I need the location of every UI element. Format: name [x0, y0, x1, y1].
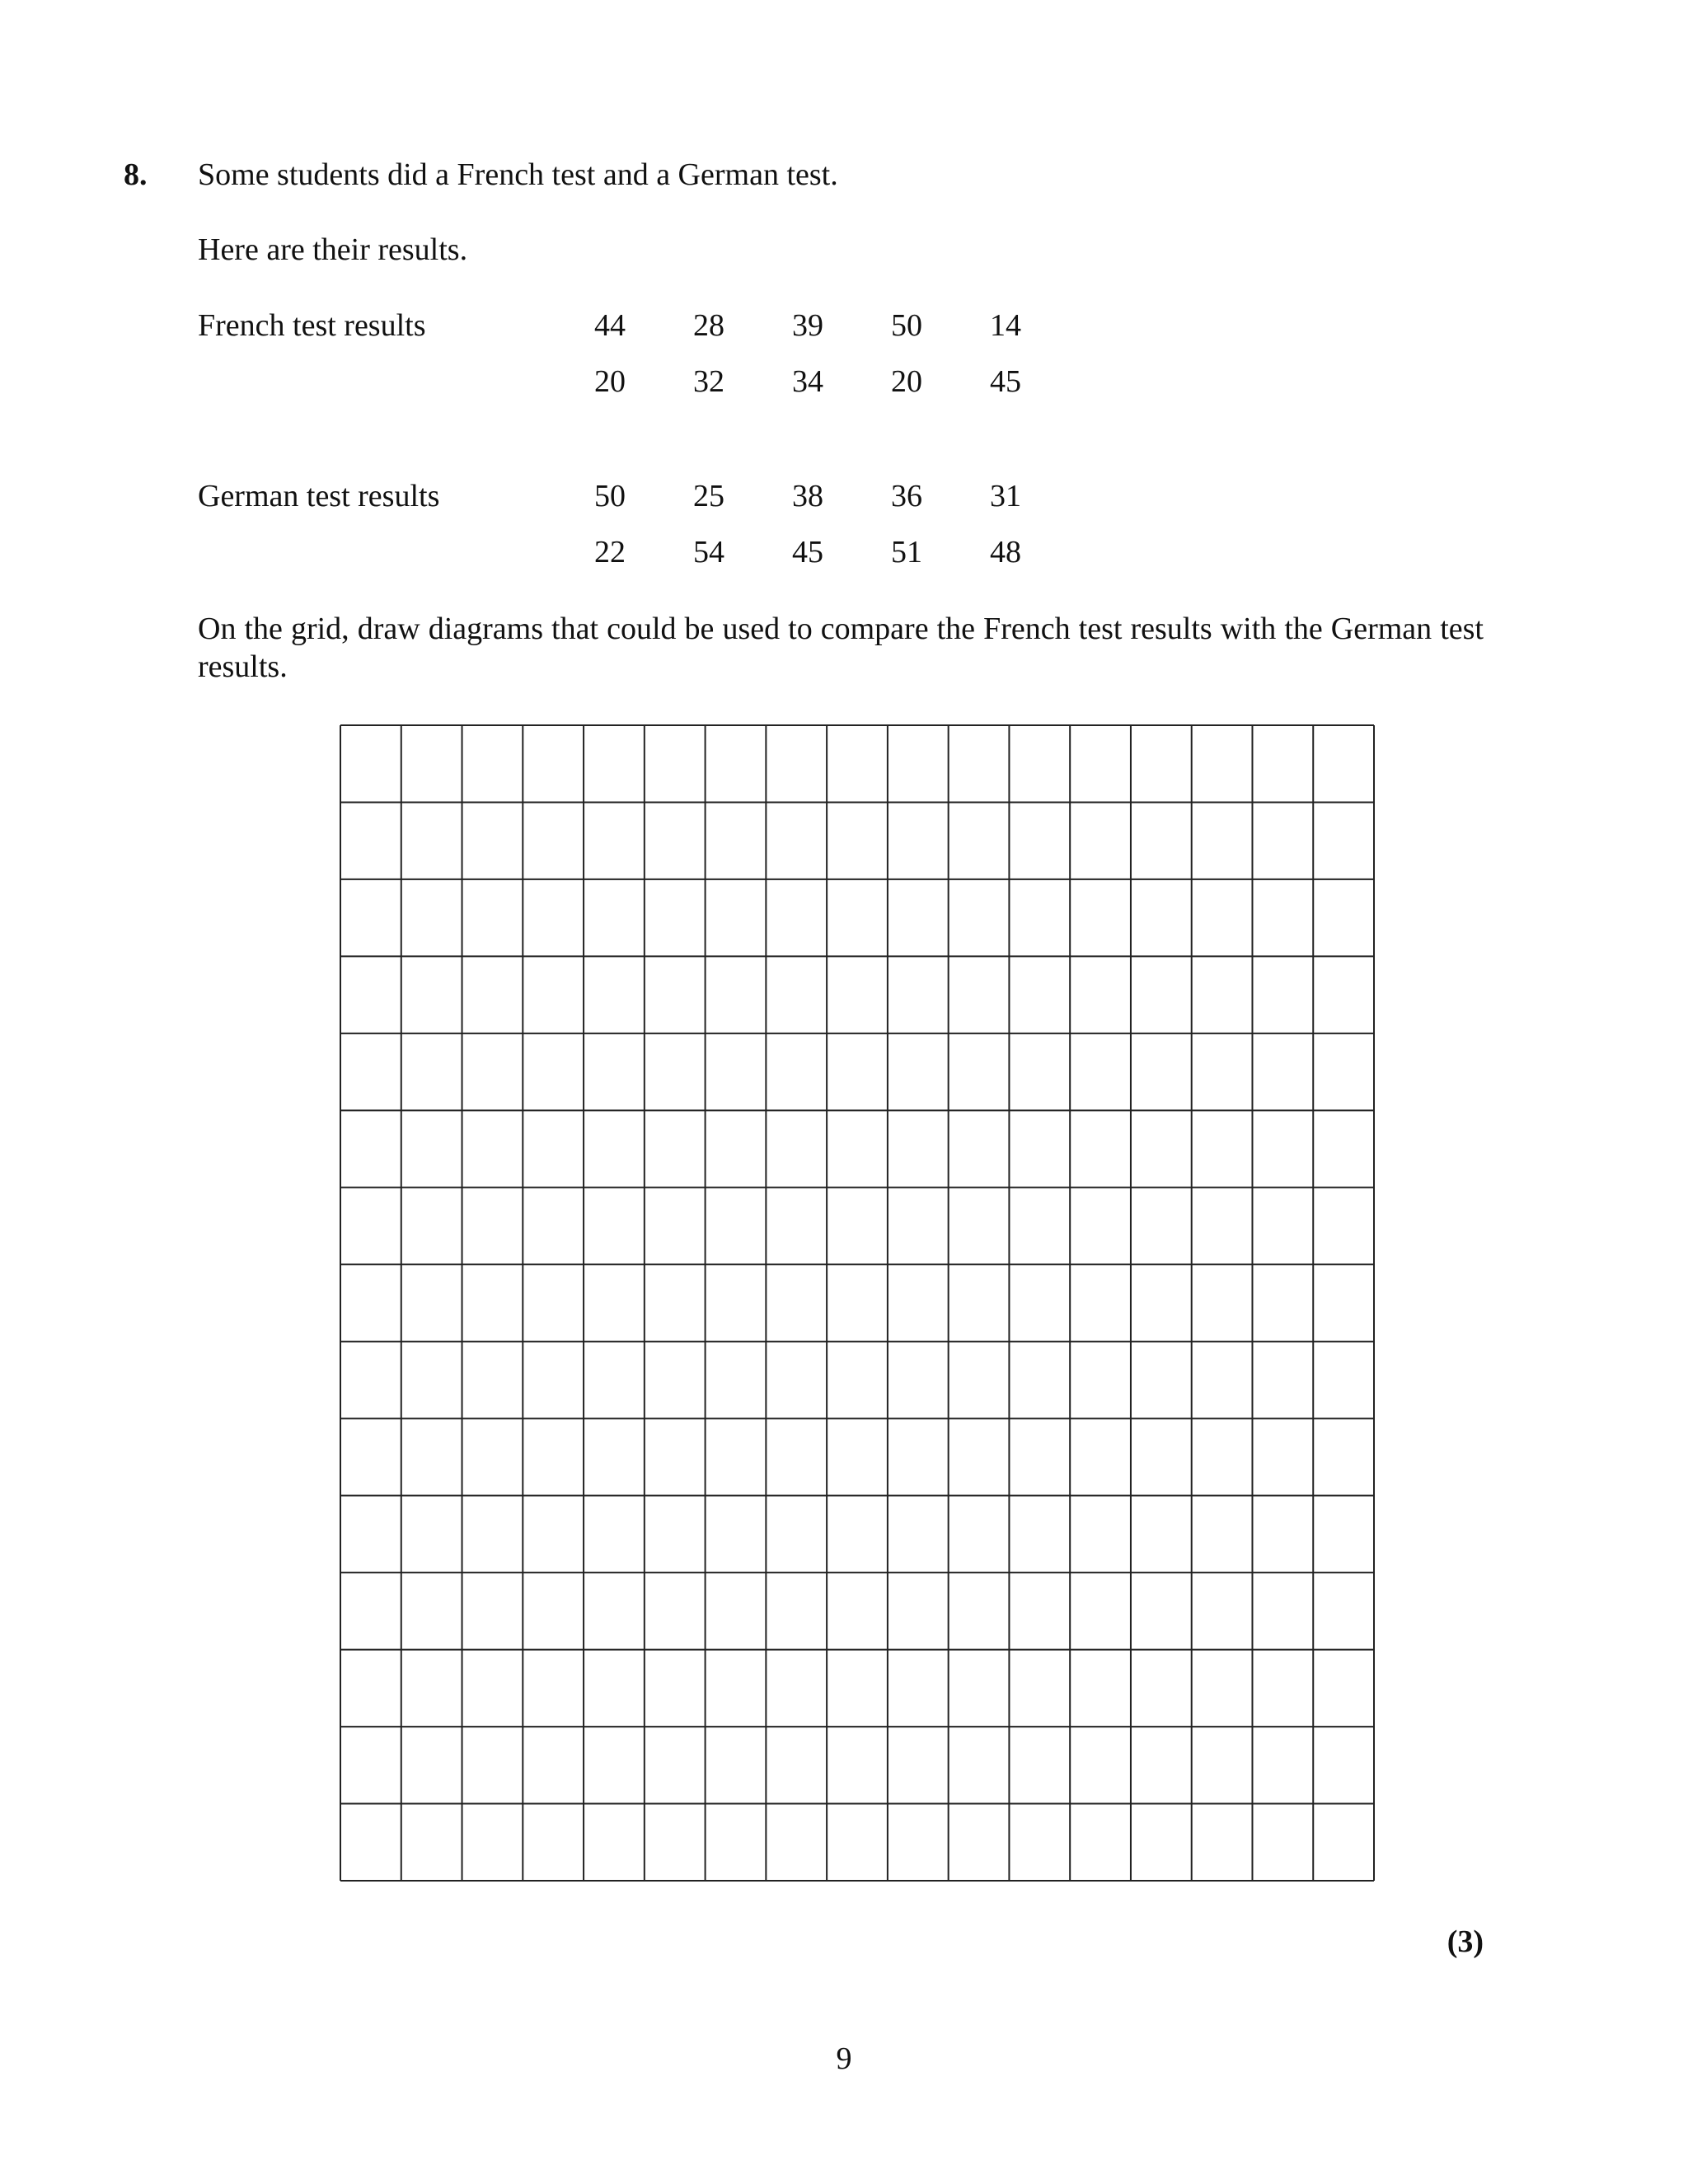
- page-number: 9: [836, 2041, 852, 2076]
- german-result: 38: [792, 479, 823, 513]
- french-results-label: French test results: [198, 308, 426, 343]
- german-result: 45: [792, 535, 823, 569]
- question-intro-2: Here are their results.: [198, 232, 468, 267]
- french-result: 32: [693, 364, 724, 399]
- french-result: 20: [891, 364, 922, 399]
- french-result: 34: [792, 364, 823, 399]
- german-result: 54: [693, 535, 724, 569]
- french-result: 45: [990, 364, 1021, 399]
- french-result: 44: [594, 308, 626, 343]
- marks-available: (3): [1447, 1924, 1484, 1959]
- german-result: 22: [594, 535, 626, 569]
- german-result: 51: [891, 535, 922, 569]
- french-result: 50: [891, 308, 922, 343]
- german-result: 31: [990, 479, 1021, 513]
- german-results-label: German test results: [198, 479, 440, 513]
- french-result: 39: [792, 308, 823, 343]
- german-result: 50: [594, 479, 626, 513]
- german-result: 25: [693, 479, 724, 513]
- french-result: 20: [594, 364, 626, 399]
- question-number: 8.: [124, 157, 148, 192]
- answer-grid-svg[interactable]: [339, 724, 1376, 1882]
- question-instruction: On the grid, draw diagrams that could be used to compare the French test results with the German test results.: [198, 612, 1484, 684]
- french-result: 28: [693, 308, 724, 343]
- french-result: 14: [990, 308, 1021, 343]
- german-result: 36: [891, 479, 922, 513]
- answer-grid[interactable]: [339, 724, 1376, 1882]
- german-result: 48: [990, 535, 1021, 569]
- question-intro: Some students did a French test and a German test.: [198, 157, 838, 192]
